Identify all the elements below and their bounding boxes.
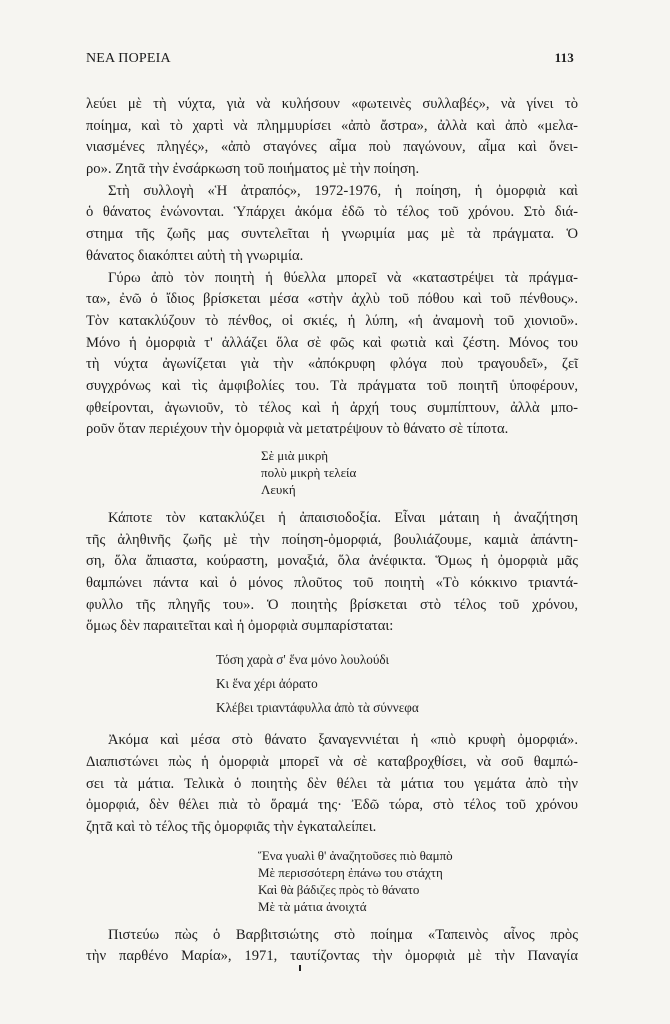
- poem-line: Τόση χαρὰ σ' ἕνα μόνο λουλούδι: [216, 652, 390, 668]
- text-line: θαμπώνει πάντα καὶ ὁ μόνος πλοῦτος τοῦ ποιητὴ «Τὸ κόκκινο τριαντά-: [86, 575, 578, 592]
- print-mark: [299, 965, 301, 971]
- article-body: [86, 94, 578, 968]
- running-header: [86, 50, 574, 67]
- text-line: ὅμως δὲν παραιτεῖται καὶ ἡ ὀμορφιὰ συμπαρίσταται:: [86, 618, 394, 635]
- text-line: τα», ἐνῶ ὁ ἴδιος βρίσκεται μέσα «στὴν ἀχλὺ τοῦ πόθου καὶ τοῦ πένθους».: [86, 291, 578, 308]
- text-line: ρο». Ζητᾶ τὴν ἐνσάρκωση τοῦ ποιήματος μὲ τὴν ποίηση.: [86, 161, 420, 178]
- text-line: ροῦν ὅταν περιέχουν τὴν ὀμορφιὰ νὰ μετατρέψουν τὸ θάνατο σὲ τίποτα.: [86, 421, 509, 438]
- poem-line: Κλέβει τριαντάφυλλα ἀπὸ τὰ σύννεφα: [216, 700, 419, 716]
- poem-line: Κι ἕνα χέρι ἀόρατο: [216, 676, 318, 692]
- paragraph: [86, 508, 578, 638]
- text-line: ποίημα, καὶ τὸ χαρτὶ νὰ πλημμυρίσει «ἀπὸ ἄστρα», ἀλλὰ καὶ ἀπὸ «μελα-: [86, 117, 578, 134]
- paragraph: [86, 730, 578, 838]
- text-line: ὁ θάνατος ἑνώνονται. Ὑπάρχει ἀκόμα ἐδῶ τὸ τέλος τοῦ χρόνου. Στὸ διά-: [86, 204, 578, 221]
- text-line: Ἀκόμα καὶ μέσα στὸ θάνατο ξαναγεννιέται ἡ «πιὸ κρυφὴ ὀμορφιά».: [108, 732, 578, 749]
- poem-line: Μὲ περισσότερη ἐπάνω του στάχτη: [258, 864, 443, 880]
- text-line: Τὸν κατακλύζουν τὸ πένθος, οἱ σκιές, ἡ λύπη, «ἡ ἀναμονὴ τοῦ χιονιοῦ».: [86, 312, 578, 329]
- poem-excerpt: [86, 447, 578, 498]
- poem-line: Ἕνα γυαλὶ θ' ἀναζητοῦσες πιὸ θαμπὸ: [258, 847, 453, 863]
- poem-line: Μὲ τὰ μάτια ἀνοιχτά: [258, 898, 367, 914]
- text-line: τὴν παρθένο Μαρία», 1971, ταυτίζοντας τὴν ὀμορφιὰ μὲ τὴν Παναγία: [86, 948, 578, 965]
- paragraph: [86, 268, 578, 442]
- text-line: φθείρονται, ἀγωνιοῦν, τὸ τέλος καὶ ἡ ἀρχή τους συμπίπτουν, ἀλλὰ μπο-: [86, 399, 578, 416]
- text-line: Γύρω ἀπὸ τὸν ποιητὴ ἡ θύελλα μπορεῖ νὰ «καταστρέψει τὰ πράγμα-: [108, 269, 578, 286]
- text-line: τῆς ἀληθινῆς ζωῆς μὲ τὴν ποίηση-ὀμορφιά, βουλιάζουμε, καμιὰ ἀπάντη-: [86, 531, 578, 548]
- text-line: σει τὰ μάτια. Τελικὰ ὁ ποιητὴς δὲν θέλει τὰ μάτια του γεμάτα ἀπὸ τὴν: [86, 775, 578, 792]
- text-line: φυλλο τῆς πληγῆς του». Ὁ ποιητὴς βρίσκεται στὸ τέλος τοῦ χρόνου,: [86, 596, 578, 613]
- poem-line: Λευκή: [261, 482, 296, 497]
- text-line: ση, ὅλα ἄπιαστα, κούραστη, μοναξιά, ὅλα ἀνέφικτα. Ὅμως ἡ ὀμορφιὰ μᾶς: [86, 553, 578, 570]
- text-line: νιασμένες πληγές», «ἀπὸ σταγόνες αἷμα ποὺ παγώνουν, αἷμα καὶ ὄνει-: [86, 139, 578, 156]
- text-line: ὀμορφιά, δὲν θέλει πιὰ τὸ ὅραμά της· Ἐδῶ τώρα, στὸ τέλος τοῦ χρόνου: [86, 797, 578, 814]
- poem-excerpt: [86, 847, 578, 915]
- journal-title: ΝΕΑ ΠΟΡΕΙΑ: [86, 51, 171, 66]
- poem-line: Καὶ θὰ βάδιζες πρὸς τὸ θάνατο: [258, 881, 420, 897]
- poem-line: πολὺ μικρὴ τελεία: [261, 465, 357, 480]
- poem-line: Σὲ μιὰ μικρὴ: [261, 448, 329, 463]
- text-line: Διαπιστώνει πὼς ἡ ὀμορφιὰ μπορεῖ νὰ σὲ καταβροχθίσει, νὰ σοῦ θαμπώ-: [86, 753, 578, 770]
- text-line: Μόνο ἡ ὀμορφιὰ τ' ἀλλάζει ὅλα σὲ φῶς καὶ φωτιὰ καὶ ζέστη. Μόνος του: [86, 334, 578, 351]
- paragraph: [86, 925, 578, 968]
- text-line: θάνατος διακόπτει αὐτὴ τὴ γνωριμία.: [86, 247, 304, 264]
- poem-excerpt: [86, 648, 578, 720]
- text-line: Στὴ συλλογὴ «Ἡ ἀτραπός», 1972-1976, ἡ ποίηση, ἡ ὀμορφιὰ καὶ: [108, 182, 578, 199]
- paragraph: [86, 94, 578, 181]
- page-number: 113: [554, 50, 574, 65]
- paragraph: [86, 181, 578, 268]
- text-line: Πιστεύω πὼς ὁ Βαρβιτσιώτης στὸ ποίημα «Ταπεινὸς αἶνος πρὸς: [108, 926, 578, 943]
- text-line: λεύει μὲ τὴ νύχτα, γιὰ νὰ κυλήσουν «φωτεινὲς συλλαβές», νὰ γίνει τὸ: [86, 96, 578, 112]
- text-line: στημα τῆς ζωῆς μας συντελεῖται ἡ γνωριμία μας μὲ τὰ πράγματα. Ὁ: [86, 226, 578, 243]
- text-line: Κάποτε τὸν κατακλύζει ἡ ἀπαισιοδοξία. Εἶναι μάταιη ἡ ἀναζήτηση: [108, 510, 578, 526]
- text-line: ζητᾶ καὶ τὸ τέλος τῆς ὀμορφιᾶς τὴν ἐγκαταλείπει.: [86, 818, 377, 835]
- text-line: τὴ νύχτα ἀγωνίζεται γιὰ τὴν «ἀπόκρυφη φλόγα ποὺ τραγουδεῖ», ζεῖ: [86, 356, 578, 373]
- text-line: συγχρόνως καὶ τὶς ἀμφιβολίες του. Τὰ πράγματα τοῦ ποιητῆ ὑποφέρουν,: [86, 377, 578, 394]
